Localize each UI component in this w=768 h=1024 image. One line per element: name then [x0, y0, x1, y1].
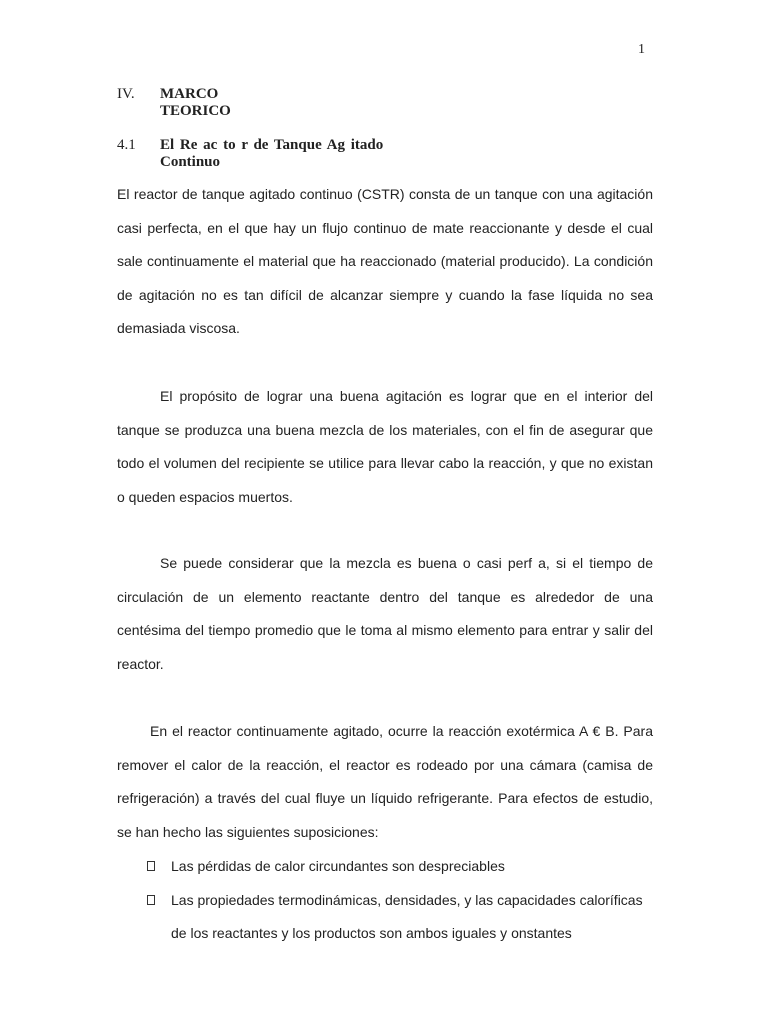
- paragraph-1: El reactor de tanque agitado continuo (CSTR) consta de un tanque con una agitación casi perfecta, en el que hay un flujo continuo de mate reaccionante y desde el cual sale continuamente el material que ha reaccionado (material producido). La condición de agitación no es tan difícil de alcanzar siempre y cuando la fase líquida no sea demasiada viscosa.: [117, 186, 653, 337]
- assumptions-list: [147, 850, 653, 951]
- section-title-line2: TEORICO: [160, 103, 231, 119]
- subsection-title-line2: Continuo: [160, 154, 221, 170]
- bullet-box-icon: [147, 895, 155, 905]
- list-item: [147, 884, 653, 951]
- paragraph-2: El propósito de lograr una buena agitación es lograr que en el interior del tanque se produzca una buena mezcla de los materiales, con el fin de asegurar que todo el volumen del recipiente se utilice para llevar cabo la reacción, y que no existan o queden espacios muertos.: [117, 388, 653, 505]
- paragraph-4: En el reactor continuamente agitado, ocurre la reacción exotérmica A € B. Para remover el calor de la reacción, el reactor es rodeado por una cámara (camisa de refrigeración) a través del cual fluye un líquido refrigerante. Para efectos de estudio, se han hecho las siguientes suposiciones:: [117, 723, 653, 840]
- list-item: [147, 850, 653, 884]
- bullet-box-icon: [147, 861, 155, 871]
- subsection-title: [160, 137, 383, 171]
- section-title-line1: MARCO: [160, 86, 219, 102]
- list-item-text: Las pérdidas de calor circundantes son despreciables: [171, 858, 505, 874]
- subsection-title-line1: El Re ac to r de Tanque Ag itado: [160, 137, 384, 153]
- list-item-text: Las propiedades termodinámicas, densidades, y las capacidades caloríficas de los reactantes y los productos son ambos iguales y onstantes: [171, 891, 643, 942]
- section-title: [160, 86, 231, 120]
- subsection-number: 4.1: [117, 137, 136, 153]
- paragraph-3: Se puede considerar que la mezcla es buena o casi perf a, si el tiempo de circulación de un elemento reactante dentro del tanque es alrededor de una centésima del tiempo promedio que le toma al mismo elemento para entrar y salir del reactor.: [117, 555, 653, 672]
- page-number: 1: [638, 42, 645, 57]
- section-number: IV.: [117, 86, 135, 102]
